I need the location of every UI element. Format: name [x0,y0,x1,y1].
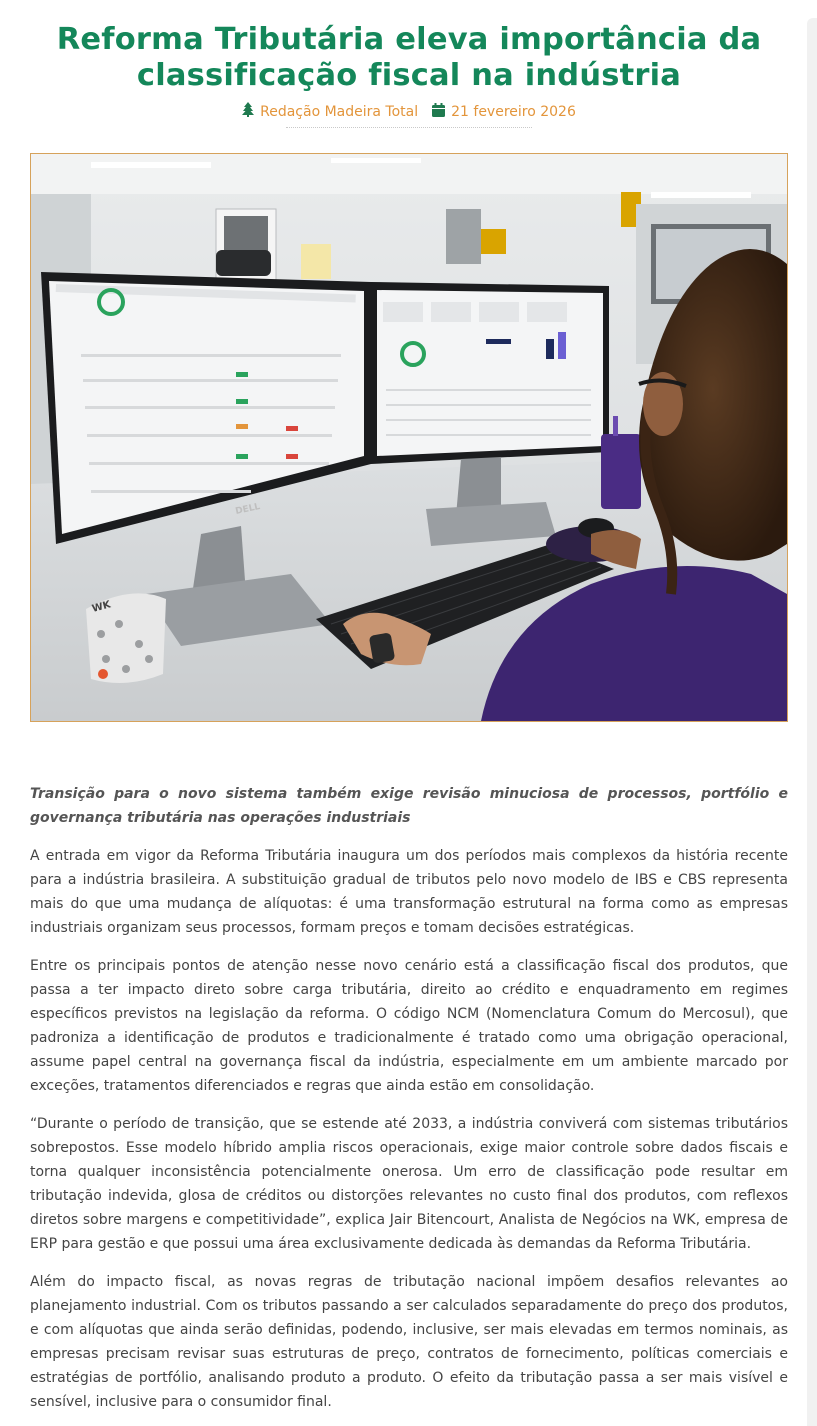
article [30,0,788,1414]
article-lead: Transição para o novo sistema também exige revisão minuciosa de processos, portfólio e governança tributária nas operações industriais [30,786,788,826]
article-paragraph: A entrada em vigor da Reforma Tributária inaugura um dos períodos mais complexos da história recente para a indústria brasileira. A substituição gradual de tributos pelo novo modelo de IBS e CBS representa mais do que uma mudança de alíquotas: é uma transformação estrutural na forma como as empresas industriais organizam seus processos, formam preços e tomam decisões estratégicas. [30,848,788,936]
meta-divider [286,127,532,128]
article-photo [30,153,788,722]
tree-icon [242,102,254,121]
date-text: 21 fevereiro 2026 [451,103,576,120]
page-scrollbar[interactable] [807,18,817,1426]
author[interactable] [242,102,418,121]
article-paragraph: “Durante o período de transição, que se estende até 2033, a indústria conviverá com sistemas tributários sobrepostos. Esse modelo híbrido amplia riscos operacionais, exige maior controle sobre dados fiscais e torna qualquer inconsistência potencialmente onerosa. Um erro de classificação pode resultar em tributação indevida, glosa de créditos ou distorções relevantes no custo final dos produtos, com reflexos diretos sobre margens e competitividade”, explica Jair Bitencourt, Analista de Negócios na WK, empresa de ERP para gestão e que possui uma área exclusivamente dedicada às demandas da Reforma Tributária. [30,1116,788,1252]
article-paragraph: Além do impacto fiscal, as novas regras de tributação nacional impõem desafios relevantes ao planejamento industrial. Com os tributos passando a ser calculados separadamente do preço dos produtos, e com alíquotas que ainda serão definidas, podendo, inclusive, ser mais elevadas em termos nominais, as empresas precisam revisar suas estruturas de preço, contratos de fornecimento, políticas comerciais e estratégias de portfólio, analisando produto a produto. O efeito da tributação passa a ser mais visível e sensível, inclusive para o consumidor final. [30,1274,788,1410]
calendar-icon [432,103,445,121]
monitor-brand: DELL [234,501,262,517]
article-paragraph: Entre os principais pontos de atenção nesse novo cenário está a classificação fiscal dos produtos, que passa a ter impacto direto sobre carga tributária, direito ao crédito e enquadramento em regimes específicos previstos na legislação da reforma. O código NCM (Nomenclatura Comum do Mercosul), que padroniza a identificação de produtos e tradicionalmente é tratado como uma obrigação operacional, assume papel central na governança fiscal da indústria, especialmente em um ambiente marcado por exceções, tratamentos diferenciados e regras que ainda estão em consolidação. [30,958,788,1094]
author-name: Redação Madeira Total [260,103,419,120]
mug-logo: WK [90,599,112,615]
article-title: Reforma Tributária eleva importância da classificação fiscal na indústria [56,22,762,93]
publish-date [432,103,576,121]
article-meta [30,102,788,121]
